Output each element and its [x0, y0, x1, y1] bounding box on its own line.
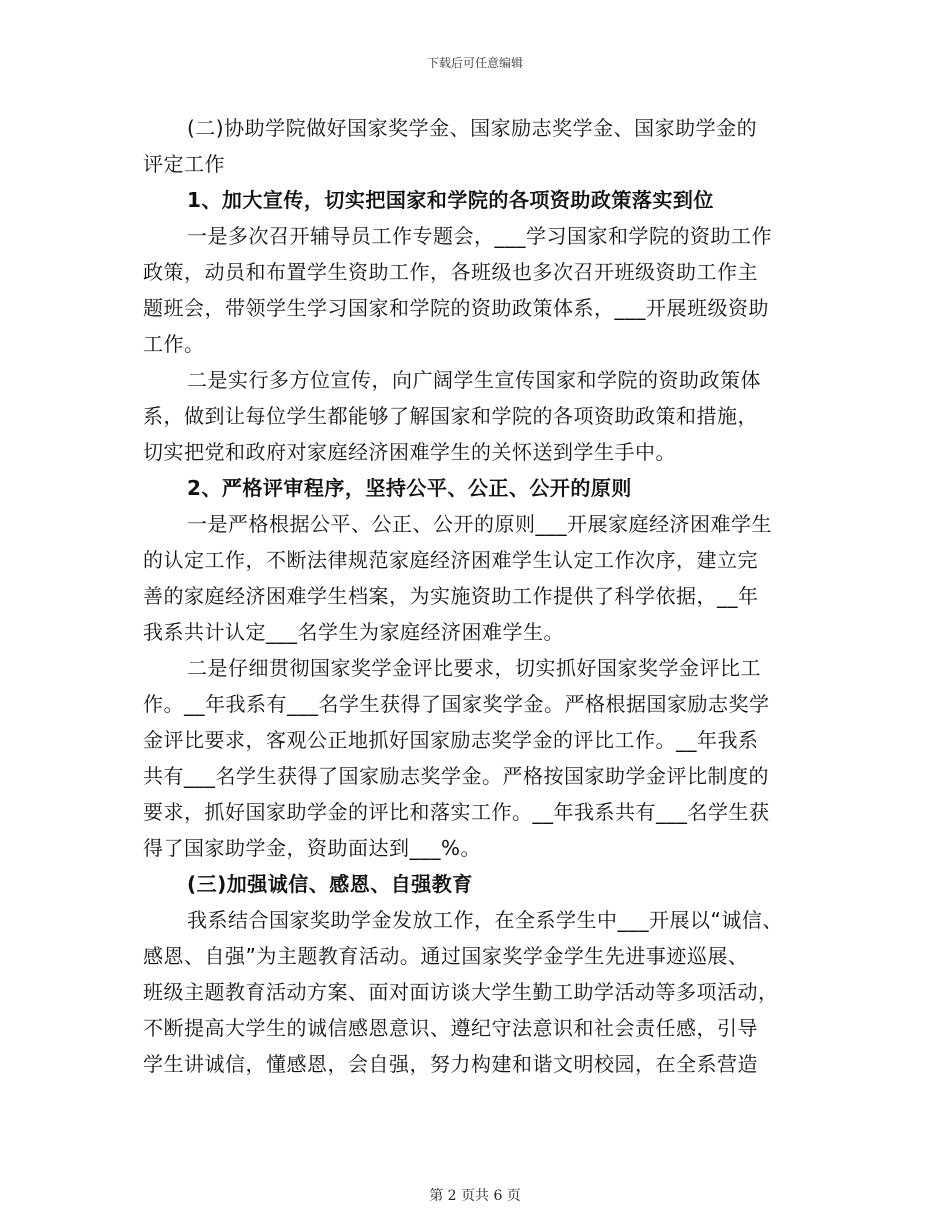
text-line: 班级主题教育活动方案、面对面访谈大学生勤工助学活动等多项活动， — [143, 980, 779, 1004]
text-line: 金评比要求，客观公正地抓好国家励志奖学金的评比工作。__年我系 — [143, 728, 759, 752]
text-line: 切实把党和政府对家庭经济困难学生的关怀送到学生手中。 — [143, 440, 676, 464]
text-line: 我系共计认定___名学生为家庭经济困难学生。 — [143, 620, 564, 644]
text-line: 我系结合国家奖助学金发放工作，在全系学生中___开展以“诚信、 — [187, 908, 783, 932]
section-heading-3: (三)加强诚信、感恩、自强教育 — [187, 872, 473, 896]
text-line: 要求，抓好国家助学金的评比和落实工作。__年我系共有___名学生获 — [143, 800, 770, 824]
text-line: 不断提高大学生的诚信感恩意识、遵纪守法意识和社会责任感，引导 — [143, 1016, 758, 1040]
text-line: 工作。 — [143, 332, 205, 356]
page-footer: 第 2 页共 6 页 — [429, 1188, 521, 1204]
text-line: 共有___名学生获得了国家励志奖学金。严格按国家助学金评比制度的 — [143, 764, 769, 788]
text-line: 善的家庭经济困难学生档案，为实施资助工作提供了科学依据，__年 — [143, 584, 759, 608]
text-line: 的认定工作，不断法律规范家庭经济困难学生认定工作次序，建立完 — [143, 548, 758, 572]
subsection-heading-2: 2、严格评审程序，坚持公平、公正、公开的原则 — [187, 476, 632, 500]
text-line: 一是多次召开辅导员工作专题会，___学习国家和学院的资助工作 — [187, 224, 772, 248]
document-body — [143, 110, 823, 1082]
text-line: 二是实行多方位宣传，向广阔学生宣传国家和学院的资助政策体 — [187, 368, 761, 392]
text-line: 题班会，带领学生学习国家和学院的资助政策体系，___开展班级资助 — [143, 296, 769, 320]
text-line: 系，做到让每位学生都能够了解国家和学院的各项资助政策和措施， — [143, 404, 758, 428]
text-line: 一是严格根据公平、公正、公开的原则___开展家庭经济困难学生 — [187, 512, 772, 536]
text-line: 感恩、自强”为主题教育活动。通过国家奖学金学生先进事迹巡展、 — [143, 944, 749, 968]
text-line: 二是仔细贯彻国家奖学金评比要求，切实抓好国家奖学金评比工 — [187, 656, 761, 680]
page-header: 下载后可任意编辑 — [426, 56, 523, 70]
subsection-heading-1: 1、加大宣传，切实把国家和学院的各项资助政策落实到位 — [187, 188, 714, 212]
text-line: 作。__年我系有___名学生获得了国家奖学金。严格根据国家励志奖学 — [143, 692, 770, 716]
text-line: 评定工作 — [143, 152, 225, 176]
text-line: 得了国家助学金，资助面达到___%。 — [143, 836, 482, 860]
text-line: 政策，动员和布置学生资助工作，各班级也多次召开班级资助工作主 — [143, 260, 758, 284]
text-line: 学生讲诚信，懂感恩，会自强，努力构建和谐文明校园，在全系营造 — [143, 1052, 758, 1076]
section-heading-2: (二)协助学院做好国家奖学金、国家励志奖学金、国家助学金的 — [187, 116, 758, 140]
